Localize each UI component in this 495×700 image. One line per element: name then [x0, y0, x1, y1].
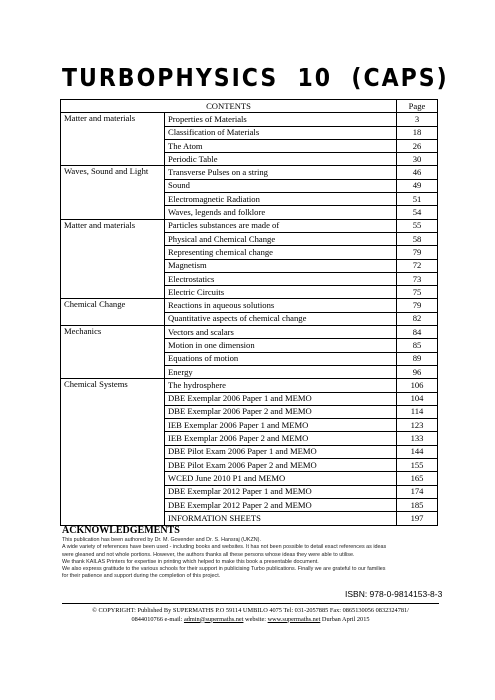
page-number: 55: [397, 219, 438, 232]
topic-title: Particles substances are made of: [165, 219, 397, 232]
contents-header-row: [61, 100, 438, 113]
acknowledgement-line: A wide variety of references have been used - including books and websites. It has not been possible to detail exact references as ideas: [62, 544, 387, 551]
acknowledgement-line: were gleaned and not whole portions. However, the authors thanks all these persons whose ideas they were able to utilise.: [62, 551, 355, 558]
topic-title: DBE Exemplar 2012 Paper 2 and MEMO: [165, 498, 397, 511]
page-number: 73: [397, 272, 438, 285]
page-number: 82: [397, 312, 438, 325]
page-number: 51: [397, 193, 438, 206]
acknowledgements-text: [62, 537, 442, 581]
topic-title: WCED June 2010 P1 and MEMO: [165, 472, 397, 485]
topic-title: Reactions in aqueous solutions: [165, 299, 397, 312]
topic-title: Electric Circuits: [165, 286, 397, 299]
page-number: 75: [397, 286, 438, 299]
topic-title: DBE Pilot Exam 2006 Paper 2 and MEMO: [165, 459, 397, 472]
section-name: Matter and materials: [61, 113, 165, 166]
page-number: 18: [397, 126, 438, 139]
section-name: Chemical Change: [61, 299, 165, 326]
page-number: 96: [397, 365, 438, 378]
topic-title: IEB Exemplar 2006 Paper 1 and MEMO: [165, 419, 397, 432]
acknowledgement-line: This publication has been authored by Dr. M. Govender and Dr. S. Hansraj (UKZN).: [62, 537, 261, 543]
page-heading: Page: [397, 100, 438, 113]
page-number: 72: [397, 259, 438, 272]
page-number: 165: [397, 472, 438, 485]
page-number: 30: [397, 153, 438, 166]
topic-title: Sound: [165, 179, 397, 192]
page-number: 84: [397, 326, 438, 339]
copyright-line-2-mid: website:: [243, 615, 268, 623]
page-number: 106: [397, 379, 438, 392]
topic-title: DBE Exemplar 2006 Paper 1 and MEMO: [165, 392, 397, 405]
page-number: 133: [397, 432, 438, 445]
topic-title: Properties of Materials: [165, 113, 397, 126]
copyright-notice: [62, 607, 439, 624]
page-number: 85: [397, 339, 438, 352]
email-link[interactable]: admin@supermaths.net: [183, 615, 244, 623]
section-name: Matter and materials: [61, 219, 165, 299]
topic-title: Representing chemical change: [165, 246, 397, 259]
topic-title: INFORMATION SHEETS: [165, 512, 397, 525]
page-number: 49: [397, 179, 438, 192]
topic-title: Energy: [165, 365, 397, 378]
contents-row: [61, 113, 438, 126]
contents-row: [61, 299, 438, 312]
contents-row: [61, 166, 438, 179]
topic-title: The Atom: [165, 139, 397, 152]
footer-divider: [62, 603, 439, 604]
contents-table: [60, 99, 438, 526]
page-number: 79: [397, 299, 438, 312]
topic-title: Equations of motion: [165, 352, 397, 365]
topic-title: Motion in one dimension: [165, 339, 397, 352]
acknowledgement-line: We also express gratitude to the various schools for their support in publicising Turbo publications. Finally we are grateful to our families: [62, 566, 386, 573]
topic-title: DBE Pilot Exam 2006 Paper 1 and MEMO: [165, 445, 397, 458]
acknowledgement-line: for their patience and support during the completion of this project.: [62, 573, 221, 580]
book-title: TURBOPHYSICS 10 (CAPS): [62, 64, 449, 93]
page-number: 185: [397, 498, 438, 511]
page-number: 26: [397, 139, 438, 152]
copyright-line-2: [62, 616, 439, 625]
topic-title: DBE Exemplar 2012 Paper 1 and MEMO: [165, 485, 397, 498]
section-name: Waves, Sound and Light: [61, 166, 165, 219]
page-number: 197: [397, 512, 438, 525]
topic-title: Classification of Materials: [165, 126, 397, 139]
page-number: 144: [397, 445, 438, 458]
contents-row: [61, 219, 438, 232]
topic-title: Quantitative aspects of chemical change: [165, 312, 397, 325]
page-number: 3: [397, 113, 438, 126]
topic-title: The hydrosphere: [165, 379, 397, 392]
copyright-line-2-suffix: Durban April 2015: [320, 615, 370, 623]
topic-title: Electromagnetic Radiation: [165, 193, 397, 206]
contents-row: [61, 379, 438, 392]
website-link[interactable]: www.supermaths.net: [267, 615, 321, 623]
section-name: Mechanics: [61, 326, 165, 379]
contents-heading: CONTENTS: [61, 100, 397, 113]
topic-title: IEB Exemplar 2006 Paper 2 and MEMO: [165, 432, 397, 445]
page-number: 114: [397, 405, 438, 418]
page-number: 123: [397, 419, 438, 432]
page-number: 46: [397, 166, 438, 179]
topic-title: Transverse Pulses on a string: [165, 166, 397, 179]
page-number: 58: [397, 232, 438, 245]
copyright-line-1: © COPYRIGHT: Published By SUPERMATHS P.O 59114 UMBILO 4075 Tel: 031-2057885 Fax: 0865130056 0832324781/: [92, 607, 409, 614]
contents-row: [61, 326, 438, 339]
topic-title: Vectors and scalars: [165, 326, 397, 339]
page-number: 104: [397, 392, 438, 405]
contents-body: [61, 113, 438, 525]
page-number: 54: [397, 206, 438, 219]
topic-title: Electrostatics: [165, 272, 397, 285]
isbn: ISBN: 978-0-9814153-8-3: [345, 589, 443, 599]
topic-title: Physical and Chemical Change: [165, 232, 397, 245]
acknowledgement-line: We thank KAILAS Printers for expertise in printing which helped to make this book a presentable document.: [62, 558, 319, 565]
topic-title: Magnetism: [165, 259, 397, 272]
page-number: 174: [397, 485, 438, 498]
section-name: Chemical Systems: [61, 379, 165, 525]
copyright-line-2-prefix: 0844010766 e-mail:: [131, 615, 184, 623]
topic-title: DBE Exemplar 2006 Paper 2 and MEMO: [165, 405, 397, 418]
acknowledgements-heading: ACKNOWLEDGEMENTS: [62, 525, 180, 536]
page-number: 89: [397, 352, 438, 365]
page-number: 79: [397, 246, 438, 259]
topic-title: Waves, legends and folklore: [165, 206, 397, 219]
topic-title: Periodic Table: [165, 153, 397, 166]
page-number: 155: [397, 459, 438, 472]
